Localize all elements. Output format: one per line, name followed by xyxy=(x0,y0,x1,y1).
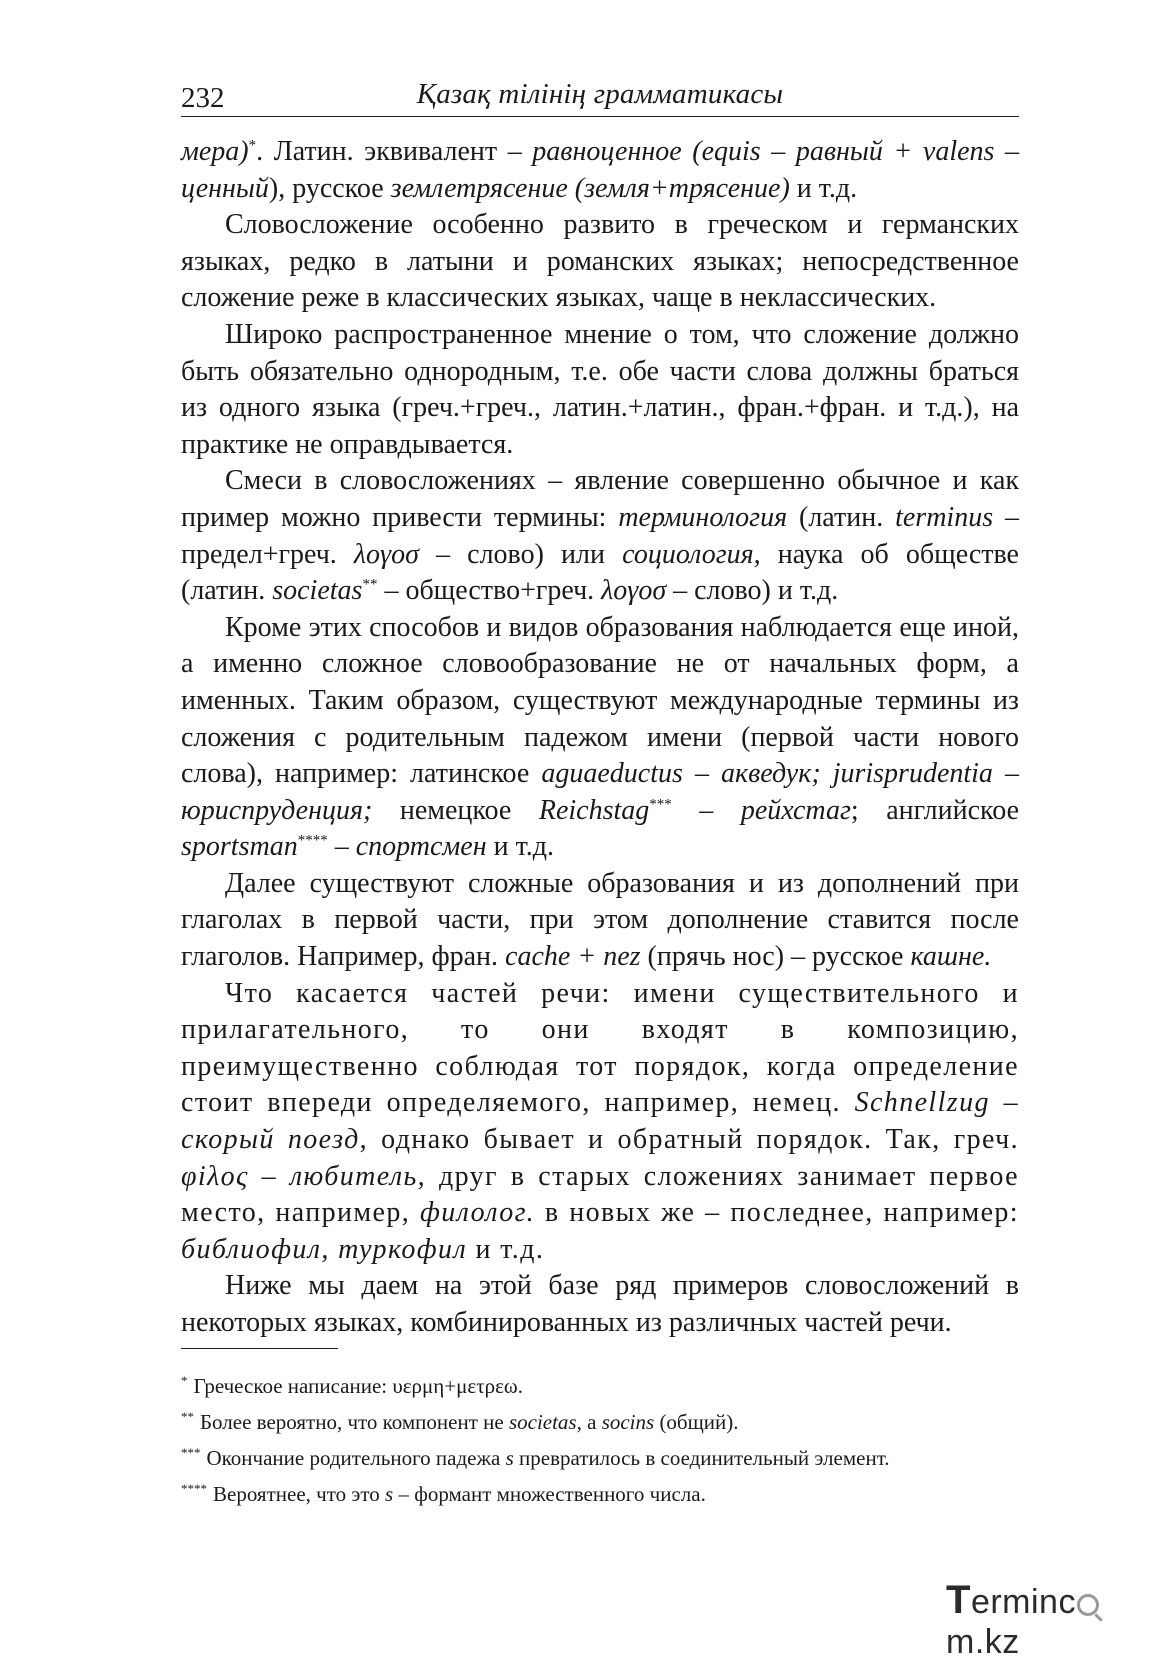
text-span: – общество+греч. xyxy=(377,575,602,607)
footnote-separator xyxy=(181,1348,338,1349)
text-span: терминология xyxy=(618,501,788,533)
footnote-mark: ** xyxy=(181,1409,194,1424)
footnote-ref: ** xyxy=(362,576,378,593)
text-span: кашне. xyxy=(910,941,992,973)
paragraph-continued xyxy=(181,134,1019,207)
text-span: societas, xyxy=(508,1410,582,1434)
footnote-mark: * xyxy=(181,1373,188,1388)
text-span: ), русское xyxy=(268,172,391,204)
footnote xyxy=(181,1440,1019,1476)
running-header xyxy=(181,76,1019,117)
text-span: socins xyxy=(601,1410,655,1434)
footnote-ref: * xyxy=(248,137,257,154)
text-span: sportsman xyxy=(181,831,298,863)
text-span: s xyxy=(385,1482,394,1506)
paragraph xyxy=(181,610,1019,866)
paragraph: Ниже мы даем на этой базе ряд примеров словосложений в некоторых языках, комбинированных из различных частей речи. xyxy=(181,1270,1019,1338)
text-span: землетрясение (земля+трясение) xyxy=(390,172,790,204)
text-span: Кроме этих способов и видов образования наблюдается еще иной, а именно сложное словообразование не от начальных форм, а именных. Таким образом, существуют международные термины из сложения с родительным падежом имени (первой части нового слова), например: латинское xyxy=(181,611,1019,790)
text-span: и т.д. xyxy=(789,172,858,204)
text-span: и т.д. xyxy=(467,1233,545,1265)
text-span: φiλος – любитель, xyxy=(181,1160,427,1192)
text-span: (прячь нос) – русское xyxy=(640,941,911,973)
paragraph: Широко распространенное мнение о том, что сложение должно быть обязательно однородным, т.е. обе части слова должны браться из одного языка (греч.+греч., латин.+латин., фран.+фран. и т.д.), на практике не оправдывается. xyxy=(181,318,1019,460)
footnote xyxy=(181,1476,1019,1512)
text-span: Окончание родительного падежа xyxy=(206,1446,506,1470)
text-span: Смеси в словосложениях – явление совершенно обычное и как пример можно привести термины: xyxy=(181,465,1019,533)
text-span: – слово) и т.д. xyxy=(666,575,839,607)
text-span: societas xyxy=(272,575,363,607)
text-span: Вероятнее, что это xyxy=(213,1482,386,1506)
text-span: мера) xyxy=(181,136,249,167)
footnote xyxy=(181,1404,1019,1440)
text-span: – формант множественного числа. xyxy=(393,1482,706,1506)
footnotes xyxy=(181,1368,1019,1512)
footnote-ref: *** xyxy=(649,796,672,813)
text-span: Schnellzug – скорый поезд xyxy=(181,1087,1019,1156)
text-span: Греческое написание: υερμη+μετρεω. xyxy=(193,1374,524,1398)
page-number: 232 xyxy=(181,82,225,114)
magnifier-icon xyxy=(1077,1594,1099,1616)
text-span: наука об обществе (латин. xyxy=(181,538,1019,607)
termincom-watermark xyxy=(946,1578,1146,1661)
text-span: λογοσ xyxy=(601,575,667,607)
text-span: библиофил, туркофил xyxy=(181,1233,468,1265)
text-span: друг в старых сложениях занимает первое место, например, xyxy=(181,1160,1019,1229)
text-span: terminus xyxy=(895,501,994,533)
body-text xyxy=(181,134,1019,1342)
text-span: aguaeductus – акведук; jurisprudentia – юриспруденция; xyxy=(181,758,1019,826)
text-span: а xyxy=(581,1410,602,1434)
paragraph xyxy=(181,463,1019,609)
paragraph: Словосложение особенно развито в греческом и германских языках, редко в латыни и романских языках; непосредственное сложение реже в классических языках, чаще в неклассических. xyxy=(181,209,1019,314)
text-span: – рейхстаг xyxy=(671,794,851,826)
text-span: Reichstag xyxy=(538,794,650,826)
text-span: . Латин. эквивалент xyxy=(256,136,508,167)
text-span: – слово) или xyxy=(418,538,623,570)
watermark-text: erminc xyxy=(970,1583,1076,1621)
text-span: λογοσ xyxy=(353,538,419,570)
text-span: s xyxy=(505,1446,514,1470)
text-span: в новых же – последнее, например: xyxy=(535,1197,1019,1229)
text-span: филолог. xyxy=(419,1197,535,1229)
text-span: – спортсмен xyxy=(327,831,487,863)
footnote-mark: *** xyxy=(181,1445,201,1460)
footnote-ref: **** xyxy=(297,832,328,849)
watermark-text: m.kz xyxy=(946,1623,1020,1661)
footnote xyxy=(181,1368,1019,1404)
running-title: Қазақ тілінің грамматикасы xyxy=(416,78,784,110)
text-span: cache + nez xyxy=(505,941,641,973)
text-span: и т.д. xyxy=(486,831,554,863)
text-span: (общий). xyxy=(654,1410,739,1434)
text-span: Что касается частей речи: имени существительного и прилагательного, то они входят в композицию, преимущественно соблюдая тот порядок, когда определение стоит впереди определяемого, например, немец. xyxy=(181,977,1019,1119)
text-span: немецкое xyxy=(372,794,539,826)
text-span: (латин. xyxy=(787,501,896,533)
paragraph xyxy=(181,976,1019,1269)
footnote-mark: **** xyxy=(181,1481,207,1496)
text-span: ; английское xyxy=(850,794,1020,826)
paragraph xyxy=(181,866,1019,976)
text-span: – предел+греч. xyxy=(181,501,1019,570)
text-span: , однако бывает и обратный порядок. Так, греч. xyxy=(359,1124,1020,1156)
watermark-letter: T xyxy=(946,1578,971,1622)
text-span: – равноценное (equis – равный + valens – ценный xyxy=(181,136,1019,204)
text-span: превратилось в соединительный элемент. xyxy=(513,1446,890,1470)
text-span: Более вероятно, что компонент не xyxy=(200,1410,509,1434)
text-span: Далее существуют сложные образования и из дополнений при глаголах в первой части, при этом дополнение ставится после глаголов. Например, фран. xyxy=(181,867,1019,973)
text-span: социология, xyxy=(622,538,761,570)
